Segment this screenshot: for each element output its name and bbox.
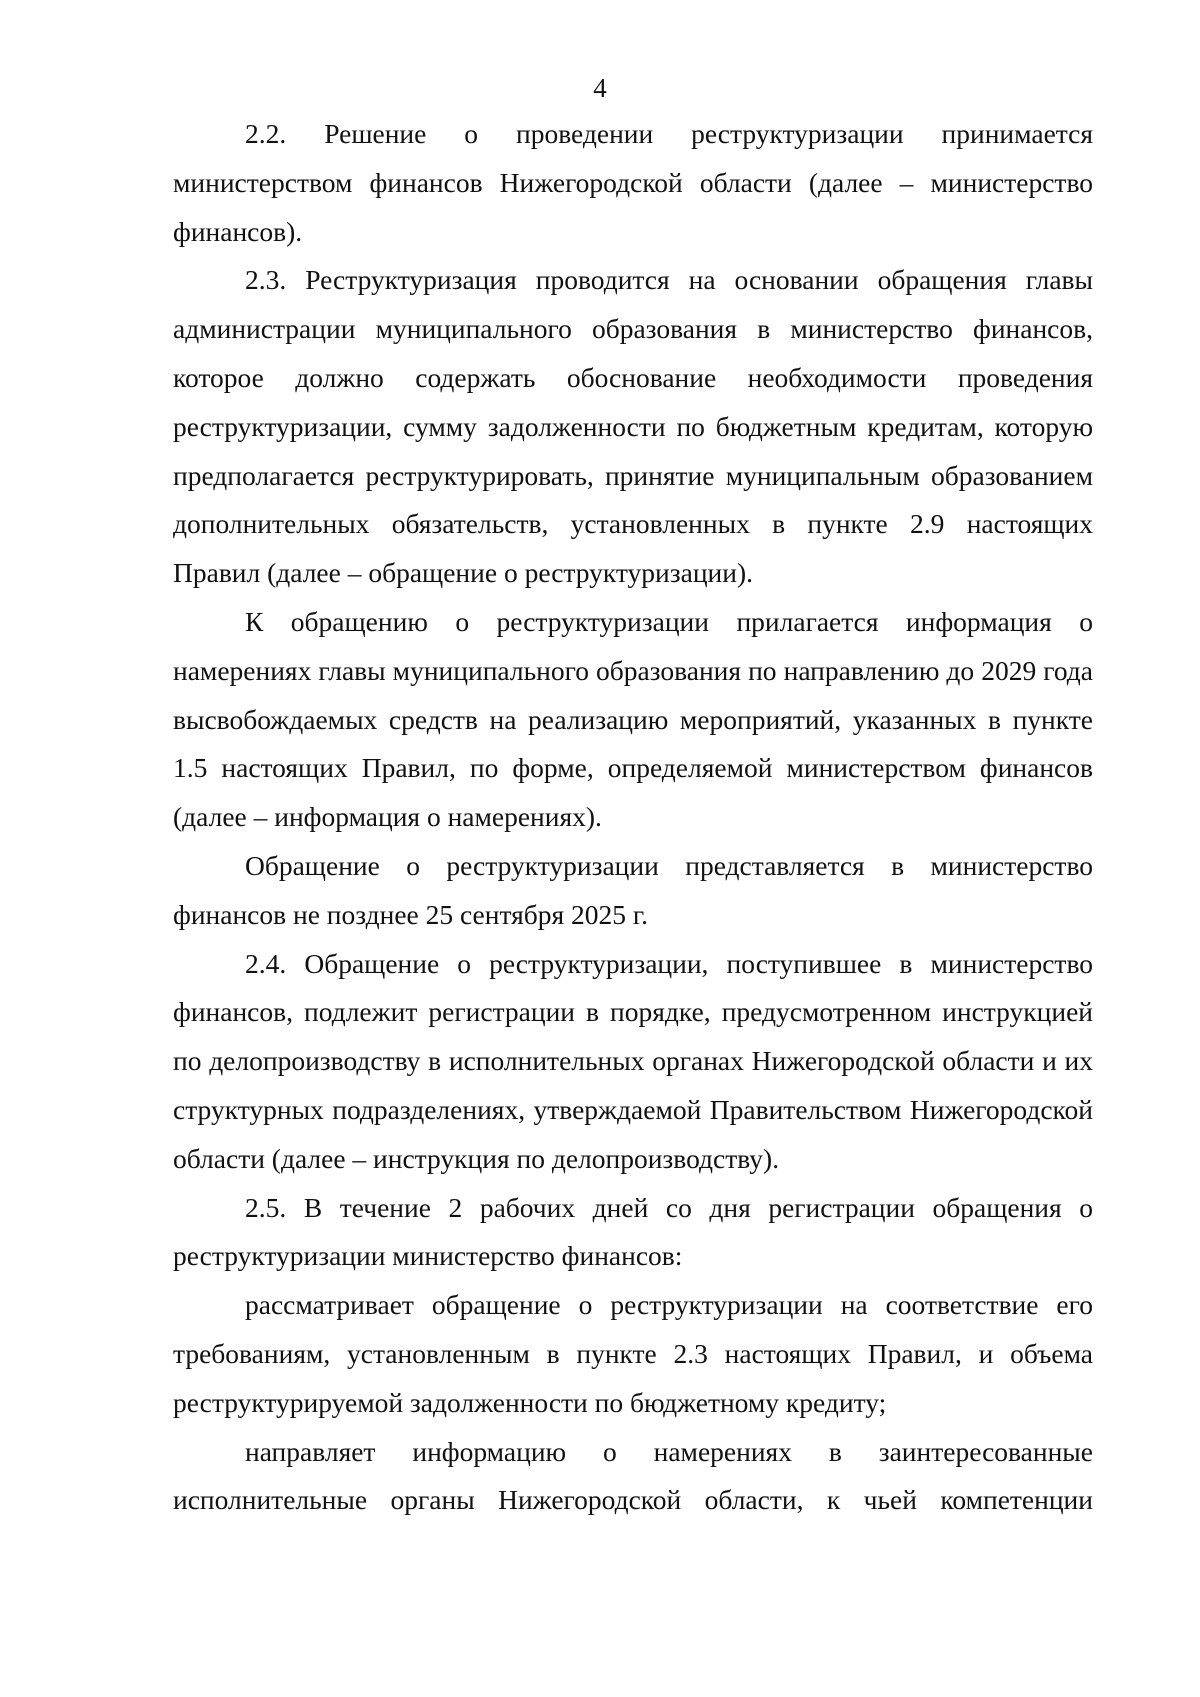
paragraph-deadline: Обращение о реструктуризации представляется в министерство финансов не позднее 25 сентября 2025 г. — [173, 849, 1093, 930]
paragraph-2-3: 2.3. Реструктуризация проводится на основании обращения главы администрации муниципального образования в министерство финансов, которое должно содержать обоснование необходимости проведения реструктуризации, сумму задолженности по бюджетным кредитам, которую предполагается реструктурировать, принятие муниципальным образованием дополнительных обязательств, установленных в пункте 2.9 настоящих Правил (далее – обращение о реструктуризации). — [173, 264, 1093, 589]
paragraph-2-5: 2.5. В течение 2 рабочих дней со дня регистрации обращения о реструктуризации министерство финансов: — [173, 1191, 1093, 1272]
paragraph-2-4: 2.4. Обращение о реструктуризации, поступившее в министерство финансов, подлежит регистрации в порядке, предусмотренном инструкцией по делопроизводству в исполнительных органах Нижегородской области и их структурных подразделениях, утверждаемой Правительством Нижегородской области (далее – инструкция по делопроизводству). — [173, 947, 1093, 1174]
paragraph-2-2: 2.2. Решение о проведении реструктуризации принимается министерством финансов Нижегородской области (далее – министерство финансов). — [173, 118, 1093, 247]
paragraph-attachment: К обращению о реструктуризации прилагается информация о намерениях главы муниципального образования по направлению до 2029 года высвобождаемых средств на реализацию мероприятий, указанных в пункте 1.5 настоящих Правил, по форме, определяемой министерством финансов (далее – информация о намерениях). — [173, 605, 1093, 833]
paragraph-forward: направляет информацию о намерениях в заинтересованные исполнительные органы Нижегородской области, к чьей компетенции — [173, 1435, 1093, 1516]
page-number: 4 — [593, 73, 607, 103]
document-body — [173, 110, 1093, 1525]
paragraph-review: рассматривает обращение о реструктуризации на соответствие его требованиям, установленным в пункте 2.3 настоящих Правил, и объема реструктурируемой задолженности по бюджетному кредиту; — [173, 1289, 1093, 1418]
